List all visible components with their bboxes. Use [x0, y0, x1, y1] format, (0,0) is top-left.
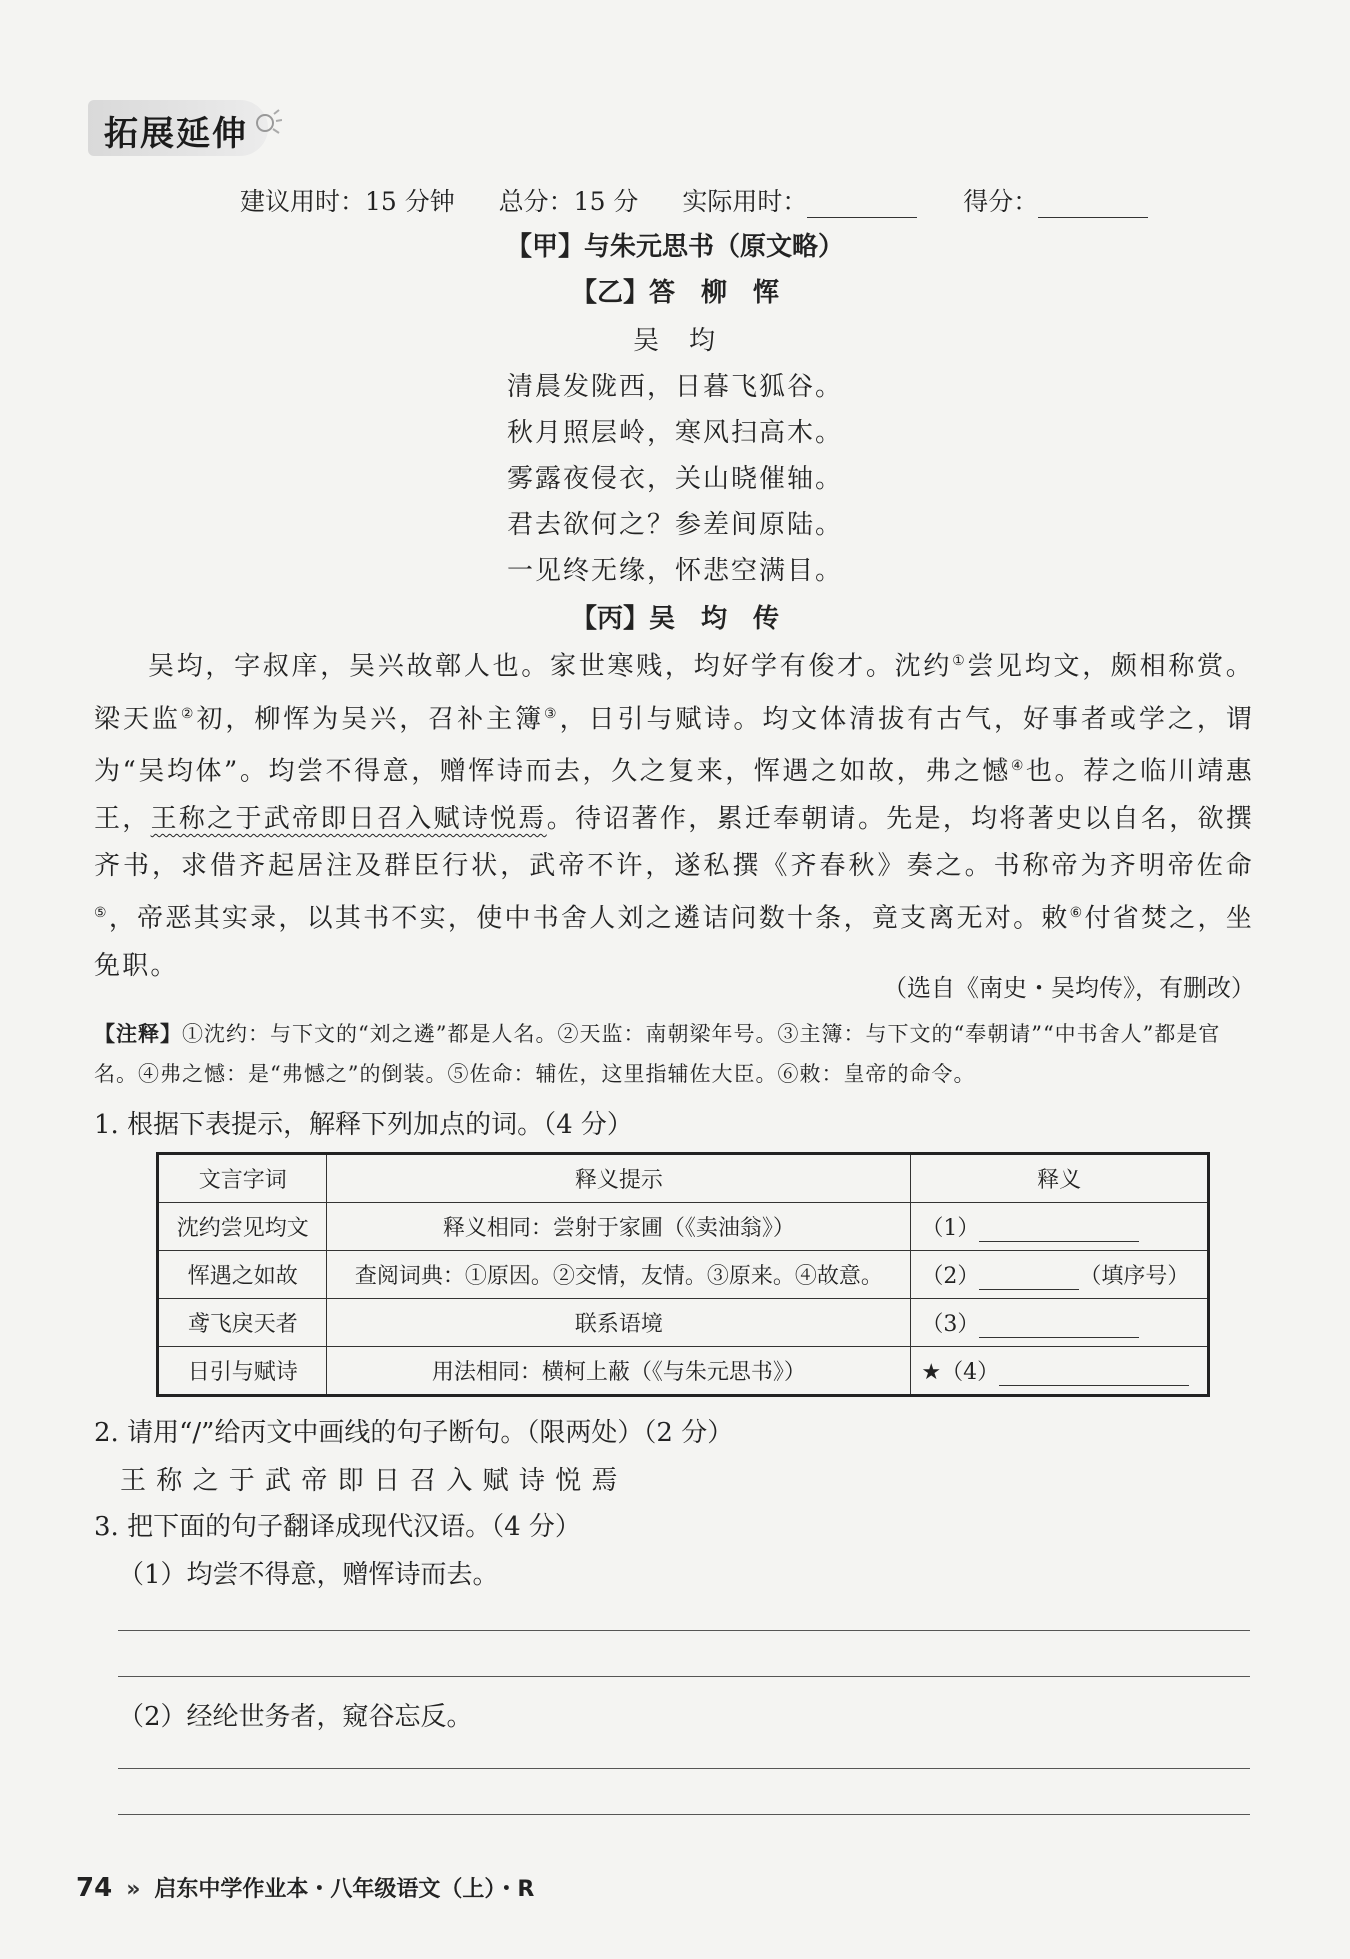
answer-line[interactable]: [118, 1676, 1250, 1677]
yi-title: 【乙】答 柳 恽: [570, 278, 779, 308]
poem-line: 君去欲何之？参差间原陆。: [506, 510, 843, 540]
poem-line: 清晨发陇西，日暮飞狐谷。: [506, 372, 843, 402]
question-2: 2. 请用“/”给丙文中画线的句子断句。（限两处）（2 分）: [94, 1418, 734, 1448]
word-cell: 恽遇之如故: [158, 1251, 327, 1299]
jia-title: 【甲】与朱元思书（原文略）: [505, 232, 844, 262]
word-cell: 鸢飞戾天者: [158, 1299, 327, 1347]
header-cell: 释义: [911, 1154, 1209, 1203]
score-label: 得分：: [963, 187, 1039, 216]
annotation: [94, 1014, 1254, 1094]
note-label: 【注释】: [94, 1022, 182, 1046]
hint-cell: 联系语境: [327, 1299, 911, 1347]
score-blank[interactable]: [1038, 189, 1148, 218]
page-footer: [76, 1872, 534, 1903]
double-chevron-icon: »: [126, 1877, 141, 1902]
table-row: [158, 1203, 1209, 1251]
table-row: [158, 1299, 1209, 1347]
poem-line: 秋月照层岭，寒风扫高木。: [506, 418, 843, 448]
word-cell: 沈约尝见均文: [158, 1203, 327, 1251]
suggested-time: 建议用时：15 分钟: [240, 187, 455, 216]
hint-cell: 用法相同：横柯上蔽（《与朱元思书》）: [327, 1347, 911, 1396]
table-row: [158, 1347, 1209, 1396]
q1-table: [156, 1152, 1210, 1397]
answer-line[interactable]: [118, 1630, 1250, 1631]
question-3: 3. 把下面的句子翻译成现代汉语。（4 分）: [94, 1512, 581, 1542]
table-header-row: [158, 1154, 1209, 1203]
hint-cell: 释义相同：尝射于家圃（《卖油翁》）: [327, 1203, 911, 1251]
total-score: 总分：15 分: [498, 187, 639, 216]
poem-line: 一见终无缘，怀悲空满目。: [506, 556, 843, 586]
section-tag-label: 拓展延伸: [104, 114, 248, 154]
timing-line: [240, 182, 1148, 218]
poem-line: 雾露夜侵衣，关山晓催轴。: [506, 464, 843, 494]
page-number: 74: [76, 1873, 113, 1903]
yi-author: 吴 均: [632, 326, 717, 356]
question-1: 1. 根据下表提示，解释下列加点的词。（4 分）: [94, 1110, 633, 1140]
hint-cell: 查阅词典：①原因。②交情，友情。③原来。④故意。: [327, 1251, 911, 1299]
answer-line[interactable]: [118, 1768, 1250, 1769]
answer-cell[interactable]: ★（4）: [911, 1347, 1209, 1396]
header-cell: 文言字词: [158, 1154, 327, 1203]
answer-line[interactable]: [118, 1814, 1250, 1815]
table-row: [158, 1251, 1209, 1299]
q3-item-1: （1）均尝不得意，赠恽诗而去。: [118, 1560, 499, 1590]
answer-cell[interactable]: （2） （填序号）: [911, 1251, 1209, 1299]
source-citation: （选自《南史・吴均传》，有删改）: [883, 974, 1255, 1002]
answer-cell[interactable]: （3）: [911, 1299, 1209, 1347]
bing-title: 【丙】吴 均 传: [570, 604, 779, 634]
note-text: ①沈约：与下文的“刘之遴”都是人名。②天监：南朝梁年号。③主簿：与下文的“奉朝请”“中书舍人”都是官名。④弗之憾：是“弗憾之”的倒装。⑤佐命：辅佐，这里指辅佐大臣。⑥敕：皇帝的命令。: [94, 1022, 1221, 1086]
bing-passage: 吴均，字叔庠，吴兴故鄣人也。家世寒贱，均好学有俊才。沈约①尝见均文，颇相称赏。梁天监②初，柳恽为吴兴，召补主簿③，日引与赋诗。均文体清拔有古气，好事者或学之，谓为“吴均体”。均尝不得意，赠恽诗而去，久之复来，恽遇之如故，弗之憾④也。荐之临川靖惠王，王称之于武帝即日召入赋诗悦焉。待诏著作，累迁奉朝请。先是，均将著史以自名，欲撰齐书，求借齐起居注及群臣行状，武帝不许，遂私撰《齐春秋》奏之。书称帝为齐明帝佐命⑤，帝恶其实录，以其书不实，使中书舍人刘之遴诘问数十条，竟支离无对。敕⑥付省焚之，坐免职。: [94, 651, 1254, 981]
q3-item-2: （2）经纶世务者，窥谷忘反。: [118, 1702, 473, 1732]
header-cell: 释义提示: [327, 1154, 911, 1203]
actual-time-label: 实际用时：: [682, 187, 808, 216]
lightbulb-icon: [252, 108, 282, 138]
book-title: 启东中学作业本・八年级语文（上）・R: [154, 1877, 535, 1902]
word-cell: 日引与赋诗: [158, 1347, 327, 1396]
underlined-sentence: 王称之于武帝即日召入赋诗悦焉: [150, 803, 547, 834]
actual-time-blank[interactable]: [807, 189, 917, 218]
answer-cell[interactable]: （1）: [911, 1203, 1209, 1251]
q2-sentence[interactable]: 王 称 之 于 武 帝 即 日 召 入 赋 诗 悦 焉: [120, 1466, 619, 1496]
